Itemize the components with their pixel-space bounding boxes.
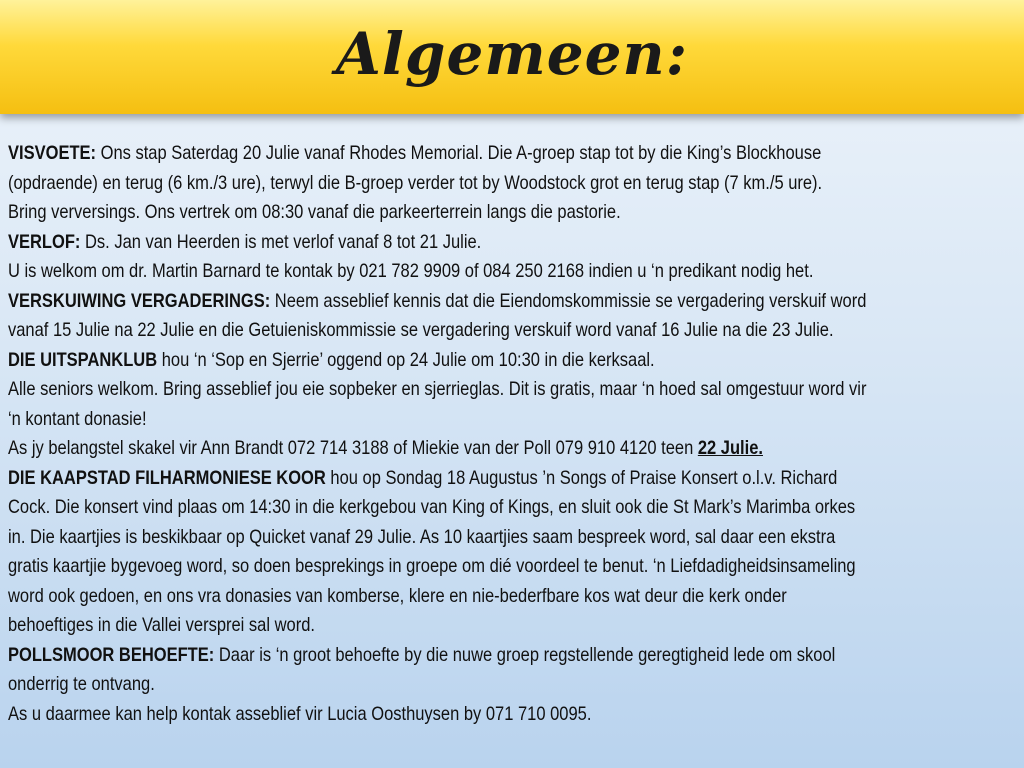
text-line — [8, 287, 1006, 317]
page-title: Algemeen: — [335, 20, 689, 88]
text-line — [8, 346, 1006, 376]
line-text: behoeftiges in die Vallei versprei sal word. — [8, 615, 315, 636]
section-heading: DIE UITSPANKLUB — [8, 349, 158, 371]
line-text: As u daarmee kan help kontak asseblief vir Lucia Oosthuysen by 071 710 0095. — [8, 703, 592, 725]
text-line — [8, 257, 1006, 287]
line-text: vanaf 15 Julie na 22 Julie en die Getuieniskommissie se vergadering verskuif word vanaf 16 Julie na die 23 Julie. — [8, 320, 834, 341]
text-line — [8, 611, 1006, 641]
announcements-text — [8, 139, 1006, 729]
section-heading: POLLSMOOR BEHOEFTE: — [8, 644, 215, 666]
line-text: Alle seniors welkom. Bring asseblief jou eie sopbeker en sjerrieglas. Dit is gratis, maar ‘n hoed sal omgestuur word vir — [8, 379, 867, 400]
title-banner — [0, 0, 1024, 114]
text-line — [8, 316, 1006, 346]
text-line — [8, 169, 1006, 199]
line-text: As jy belangstel skakel vir Ann Brandt 072 714 3188 of Miekie van der Poll 079 910 4120 teen — [8, 438, 698, 459]
text-line — [8, 375, 1006, 405]
line-text: in. Die kaartjies is beskikbaar op Quicket vanaf 29 Julie. As 10 kaartjies saam bespreek word, sal daar een ekstra — [8, 526, 836, 548]
line-text: Cock. Die konsert vind plaas om 14:30 in die kerkgebou van King of Kings, en sluit ook die St Mark’s Marimba orkes — [8, 497, 856, 518]
line-text: hou ‘n ‘Sop en Sjerrie’ oggend op 24 Julie om 10:30 in die kerksaal. — [157, 349, 655, 371]
text-line — [8, 670, 1006, 700]
section-heading: VERSKUIWING VERGADERINGS: — [8, 290, 271, 312]
text-line — [8, 552, 1006, 582]
line-text: Ds. Jan van Heerden is met verlof vanaf 8 tot 21 Julie. — [80, 231, 482, 253]
line-text: ‘n kontant donasie! — [8, 408, 147, 430]
text-line — [8, 523, 1006, 553]
line-text: Bring verversings. Ons vertrek om 08:30 vanaf die parkeerterrein langs die pastorie. — [8, 202, 621, 223]
line-text: Neem asseblief kennis dat die Eiendomskommissie se vergadering verskuif word — [270, 290, 867, 312]
text-line — [8, 641, 1006, 671]
line-text: Daar is ‘n groot behoefte by die nuwe groep regstellende geregtigheid lede om skool — [214, 644, 836, 666]
text-line — [8, 228, 1006, 258]
text-line — [8, 434, 1006, 464]
line-text: gratis kaartjie bygevoeg word, so doen besprekings in groepe om dié voordeel te benut. ‘n Liefdadigheidsinsameling — [8, 556, 856, 577]
section-heading: VISVOETE: — [8, 143, 97, 164]
line-text: word ook gedoen, en ons vra donasies van komberse, klere en nie-bederfbare kos wat deur die kerk onder — [8, 585, 787, 607]
section-heading: DIE KAAPSTAD FILHARMONIESE KOOR — [8, 467, 326, 489]
text-line — [8, 198, 1006, 228]
text-line — [8, 582, 1006, 612]
text-line — [8, 493, 1006, 523]
line-text: (opdraende) en terug (6 km./3 ure), terwyl die B-groep verder tot by Woodstock grot en terug stap (7 km./5 ure). — [8, 172, 823, 194]
line-text: Ons stap Saterdag 20 Julie vanaf Rhodes Memorial. Die A-groep stap tot by die King’s Blockhouse — [96, 143, 822, 164]
text-line — [8, 405, 1006, 435]
line-text: hou op Sondag 18 Augustus ’n Songs of Praise Konsert o.l.v. Richard — [325, 467, 838, 489]
deadline-date: 22 Julie. — [697, 438, 763, 459]
line-text: onderrig te ontvang. — [8, 674, 155, 695]
text-line — [8, 464, 1006, 494]
section-heading: VERLOF: — [8, 231, 81, 253]
text-line — [8, 139, 1006, 169]
text-line — [8, 700, 1006, 730]
line-text: U is welkom om dr. Martin Barnard te kontak by 021 782 9909 of 084 250 2168 indien u ‘n predikant nodig het. — [8, 261, 814, 282]
